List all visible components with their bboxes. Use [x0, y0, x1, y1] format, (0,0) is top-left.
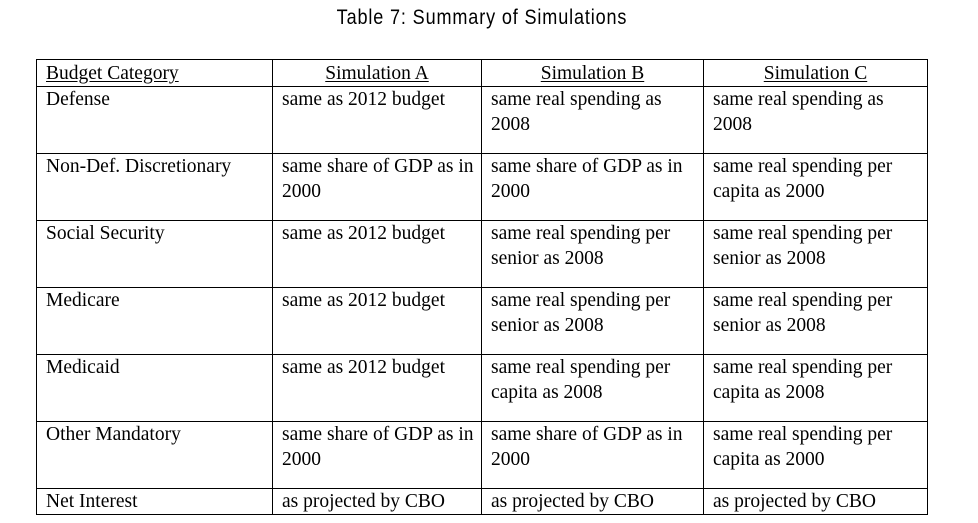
- table-cell: same share of GDP as in 2000: [482, 422, 704, 489]
- table-row: [37, 355, 928, 422]
- table-cell: same real spending per capita as 2000: [704, 154, 928, 221]
- simulations-summary-table: [36, 59, 928, 515]
- table-row: [37, 288, 928, 355]
- table-cell: same real spending per capita as 2008: [482, 355, 704, 422]
- table-cell: as projected by CBO: [482, 489, 704, 515]
- table-cell: same share of GDP as in 2000: [273, 154, 482, 221]
- table-cell: Other Mandatory: [37, 422, 273, 489]
- column-header: Simulation C: [704, 60, 928, 87]
- table-cell: Medicare: [37, 288, 273, 355]
- table-cell: same share of GDP as in 2000: [273, 422, 482, 489]
- table-cell: same as 2012 budget: [273, 87, 482, 154]
- table-row: [37, 489, 928, 515]
- table-cell: same real spending per senior as 2008: [704, 288, 928, 355]
- table-cell: same real spending per senior as 2008: [482, 288, 704, 355]
- table-row: [37, 87, 928, 154]
- column-header: Simulation B: [482, 60, 704, 87]
- table-cell: same real spending as 2008: [482, 87, 704, 154]
- table-cell: as projected by CBO: [704, 489, 928, 515]
- table-cell: same as 2012 budget: [273, 288, 482, 355]
- table-title: Table 7: Summary of Simulations: [336, 6, 628, 29]
- table-cell: as projected by CBO: [273, 489, 482, 515]
- table-row: [37, 154, 928, 221]
- table-cell: same real spending per senior as 2008: [704, 221, 928, 288]
- table-cell: Defense: [37, 87, 273, 154]
- table-cell: Medicaid: [37, 355, 273, 422]
- table-cell: same as 2012 budget: [273, 221, 482, 288]
- table-row: [37, 221, 928, 288]
- table-cell: same real spending per senior as 2008: [482, 221, 704, 288]
- table-cell: same real spending per capita as 2008: [704, 355, 928, 422]
- column-header: Budget Category: [37, 60, 273, 87]
- table-cell: same share of GDP as in 2000: [482, 154, 704, 221]
- table-cell: Social Security: [37, 221, 273, 288]
- column-header: Simulation A: [273, 60, 482, 87]
- table-cell: same real spending as 2008: [704, 87, 928, 154]
- table-header-row: [37, 60, 928, 87]
- table-cell: same as 2012 budget: [273, 355, 482, 422]
- table-cell: Net Interest: [37, 489, 273, 515]
- table-cell: same real spending per capita as 2000: [704, 422, 928, 489]
- table-row: [37, 422, 928, 489]
- table-cell: Non-Def. Discretionary: [37, 154, 273, 221]
